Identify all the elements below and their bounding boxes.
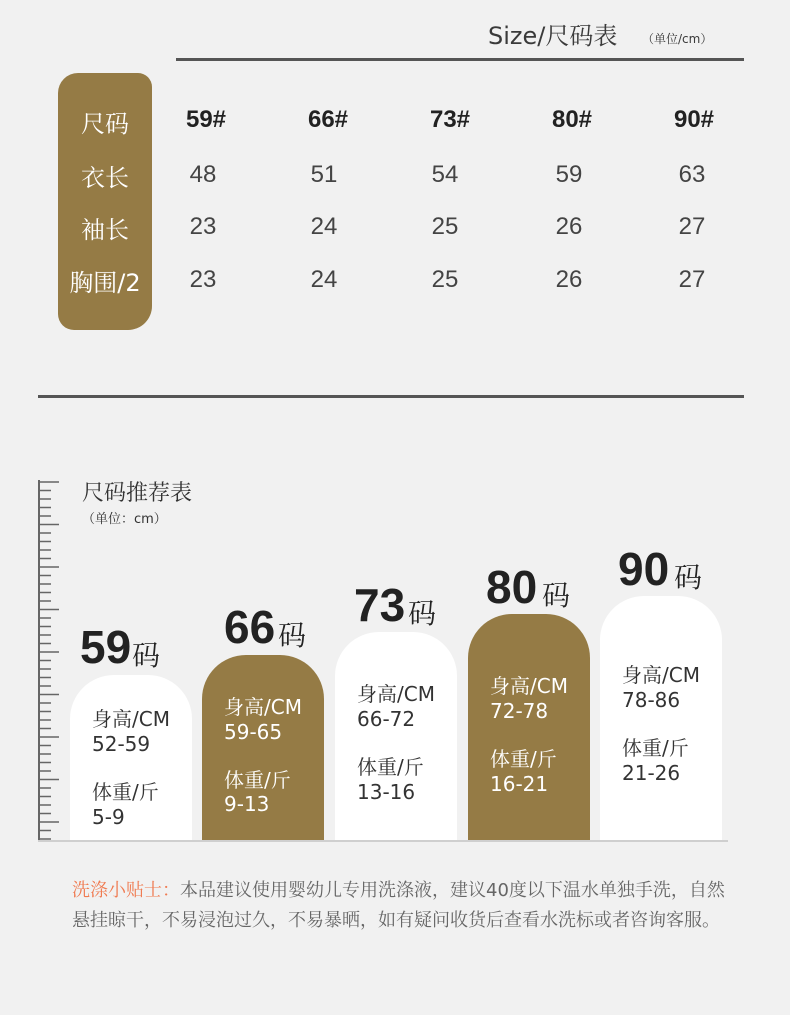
- size-table-unit: （单位/cm）: [642, 32, 713, 46]
- table-cell: 25: [431, 213, 459, 240]
- size-header-90: 90#: [673, 106, 715, 133]
- weight-range: 9-13: [224, 792, 270, 816]
- weight-label: 体重/斤: [224, 768, 291, 792]
- table-cell: 23: [189, 266, 217, 293]
- weight-range: 5-9: [92, 805, 125, 829]
- table-cell: 26: [555, 266, 583, 293]
- table-cell: 24: [310, 213, 338, 240]
- height-range: 78-86: [622, 688, 681, 712]
- weight-range: 16-21: [490, 772, 549, 796]
- table-cell: 23: [189, 213, 217, 240]
- size-suffix: 码: [408, 597, 437, 630]
- size-suffix: 码: [542, 579, 571, 612]
- chart-baseline: [38, 840, 728, 842]
- table-cell: 63: [678, 161, 706, 188]
- weight-label: 体重/斤: [357, 755, 424, 779]
- size-number: 59: [80, 621, 132, 673]
- height-label: 身高/CM: [224, 695, 302, 719]
- recommend-unit: （单位：cm）: [82, 512, 167, 527]
- size-number: 73: [354, 579, 406, 631]
- weight-range: 13-16: [357, 780, 416, 804]
- table-cell: 24: [310, 266, 338, 293]
- recommend-title: 尺码推荐表: [82, 481, 193, 506]
- size-number: 90: [618, 543, 670, 595]
- table-cell: 26: [555, 213, 583, 240]
- weight-label: 体重/斤: [490, 747, 557, 771]
- size-column-80: [468, 614, 590, 841]
- washing-tips: [72, 876, 732, 936]
- weight-label: 体重/斤: [622, 736, 689, 760]
- size-column-66: [202, 655, 324, 841]
- row-label-sleeve: 袖长: [81, 216, 129, 244]
- height-range: 52-59: [92, 732, 151, 756]
- table-cell: 48: [189, 161, 217, 188]
- size-column-90: [600, 596, 722, 841]
- size-column-73: [335, 632, 457, 841]
- size-number: 80: [486, 561, 538, 613]
- height-range: 66-72: [357, 707, 416, 731]
- size-column-59: [70, 675, 192, 841]
- size-suffix: 码: [674, 561, 703, 594]
- size-header-66: 66#: [307, 106, 349, 133]
- size-header-73: 73#: [429, 106, 471, 133]
- table-cell: 27: [678, 213, 706, 240]
- table-cell: 59: [555, 161, 583, 188]
- height-range: 59-65: [224, 720, 283, 744]
- table-cell: 51: [310, 161, 338, 188]
- height-label: 身高/CM: [622, 663, 700, 687]
- size-table-title: Size/尺码表: [488, 22, 618, 50]
- weight-label: 体重/斤: [92, 780, 159, 804]
- size-suffix: 码: [278, 619, 307, 652]
- size-header-59: 59#: [185, 106, 227, 133]
- weight-range: 21-26: [622, 761, 681, 785]
- table-cell: 27: [678, 266, 706, 293]
- row-label-size: 尺码: [81, 110, 129, 138]
- size-suffix: 码: [132, 639, 161, 672]
- row-label-length: 衣长: [81, 164, 129, 192]
- size-header-80: 80#: [551, 106, 593, 133]
- height-label: 身高/CM: [92, 707, 170, 731]
- size-number: 66: [224, 601, 276, 653]
- ruler-icon: [38, 480, 62, 842]
- row-label-chest: 胸围/2: [69, 269, 141, 297]
- tips-label: 洗涤小贴士：: [72, 880, 180, 901]
- height-range: 72-78: [490, 699, 549, 723]
- tips-text: 本品建议使用婴幼儿专用洗涤液，建议40度以下温水单独手洗，自然悬挂晾干，不易浸泡过久，不易暴晒，如有疑问收货后查看水洗标或者咨询客服。: [72, 880, 725, 931]
- table-cell: 54: [431, 161, 459, 188]
- section-divider: [38, 395, 744, 398]
- height-label: 身高/CM: [357, 682, 435, 706]
- height-label: 身高/CM: [490, 674, 568, 698]
- table-cell: 25: [431, 266, 459, 293]
- top-divider: [176, 58, 744, 61]
